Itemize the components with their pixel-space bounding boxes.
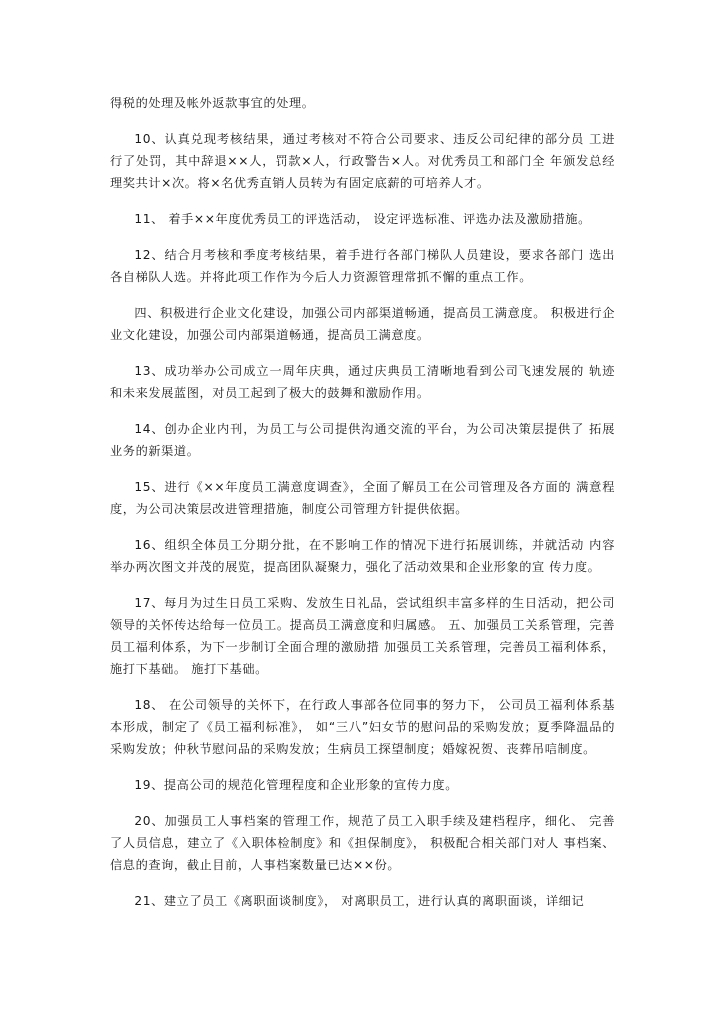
paragraph-item-11: 11、 着手××年度优秀员工的评选活动， 设定评选标准、评选办法及激励措施。 [134, 212, 591, 226]
paragraph-item-13: 13、成功举办公司成立一周年庆典，通过庆典员工清晰地看到公司飞速发展的 轨迹和未来发展蓝图，对员工起到了极大的鼓舞和激励作用。 [110, 364, 615, 400]
paragraph-item-20: 20、加强员工人事档案的管理工作，规范了员工入职手续及建档程序，细化、 完善了人员信息，建立了《入职体检制度》和《担保制度》， 积极配合相关部门对人 事档案、信息的查询，截止目前，人事档案数量已达××份。 [110, 814, 615, 872]
paragraph-item-10: 10、认真兑现考核结果，通过考核对不符合公司要求、违反公司纪律的部分员 工进行了处罚，其中辞退××人，罚款×人，行政警告×人。对优秀员工和部门全 年颁发总经理奖共计×次。将×名优秀直销人员转为有固定底薪的可培养人才。 [110, 132, 615, 190]
paragraph-item-19: 19、提高公司的规范化管理程度和企业形象的宣传力度。 [134, 778, 458, 792]
paragraph-item-12: 12、结合月考核和季度考核结果，着手进行各部门梯队人员建设，要求各部门 选出各自梯队人选。并将此项工作作为今后人力资源管理常抓不懈的重点工作。 [110, 248, 615, 284]
paragraph-item-15: 15、进行《××年度员工满意度调查》，全面了解员工在公司管理及各方面的 满意程度，为公司决策层改进管理措施，制度公司管理方针提供依据。 [110, 480, 615, 516]
paragraph-item-18: 18、 在公司领导的关怀下，在行政人事部各位同事的努力下， 公司员工福利体系基本形成，制定了《员工福利标准》， 如“三八”妇女节的慰问品的采购发放；夏季降温品的采购发放；仲秋节慰问品的采购发放；生病员工探望制度；婚嫁祝贺、丧葬吊唁制度。 [110, 698, 615, 756]
paragraph-item-21: 21、建立了员工《离职面谈制度》， 对离职员工，进行认真的离职面谈，详细记 [134, 894, 585, 908]
paragraph-item-17: 17、每月为过生日员工采购、发放生日礼品，尝试组织丰富多样的生日活动，把公司领导的关怀传达给每一位员工。提高员工满意度和归属感。 五、加强员工关系管理，完善员工福利体系，为下一步制订全面合理的激励措 加强员工关系管理，完善员工福利体系， 施打下基础。 施打下基础。 [110, 596, 615, 676]
paragraph-item-14: 14、创办企业内刊，为员工与公司提供沟通交流的平台，为公司决策层提供了 拓展业务的新渠道。 [110, 422, 615, 458]
paragraph-item-16: 16、组织全体员工分期分批，在不影响工作的情况下进行拓展训练，并就活动 内容举办两次图文并茂的展览，提高团队凝聚力，强化了活动效果和企业形象的宣 传力度。 [110, 538, 615, 574]
paragraph-continuation: 得税的处理及帐外返款事宜的处理。 [110, 96, 315, 110]
section-heading-four: 四、积极进行企业文化建设，加强公司内部渠道畅通，提高员工满意度。 积极进行企业文化建设，加强公司内部渠道畅通，提高员工满意度。 [110, 306, 615, 342]
document-body [110, 92, 615, 926]
